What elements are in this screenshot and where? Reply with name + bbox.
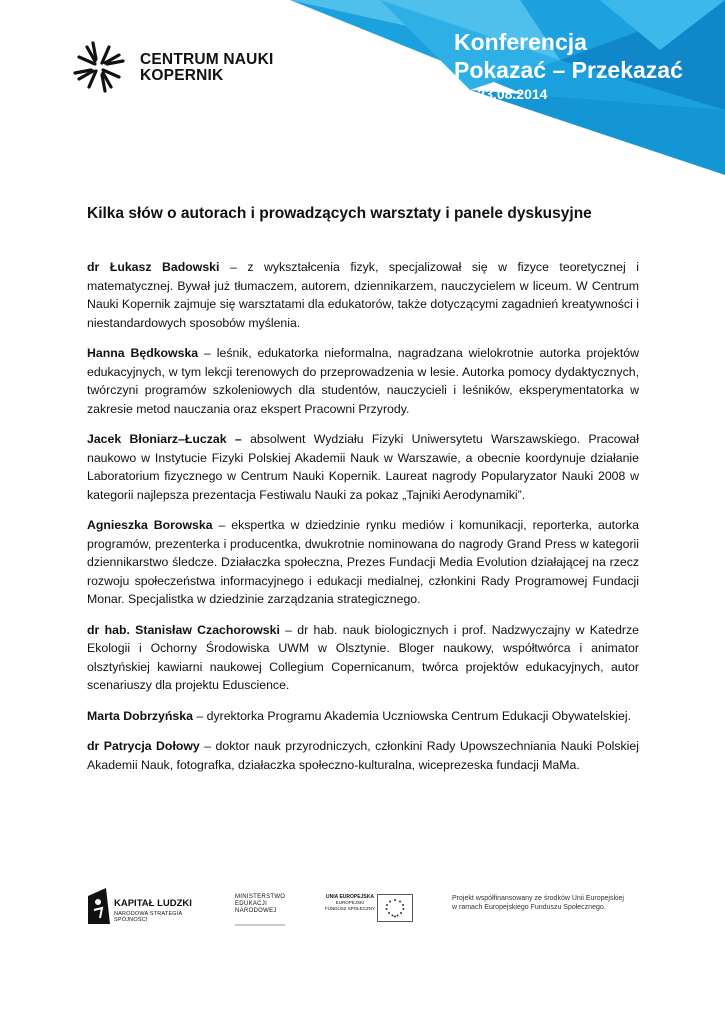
ministry-line2: EDUKACJI [235,901,268,907]
bio-paragraph [87,707,639,726]
logo-line2: KOPERNIK [140,67,224,84]
bio-text: – dr hab. nauk biologicznych i prof. Nadzwyczajny w Katedrze Ekologii i Ochorny Środowiska UWM w Olsztynie. Bloger naukowy, współtwórca i animator olsztyńskiej kawiarni naukowej Collegium Copernicanum, twórca projektów edukacyjnych, autor scenariuszy dla projektu Eduscience. [87,622,639,692]
conference-title: Konferencja [454,29,587,55]
document-heading: Kilka słów o autorach i prowadzących warsztaty i panele dyskusyjne [87,205,592,222]
conference-date: 22–23.08.2014 [454,86,548,102]
cnk-logo-text [140,52,273,84]
eu-line1: UNIA EUROPEJSKA [326,894,374,900]
ministry-line3: NARODOWEJ [235,908,277,914]
kapital-ludzki-title: KAPITAŁ LUDZKI [114,898,192,909]
bio-name: dr hab. Stanisław Czachorowski [87,622,280,637]
bio-name: Hanna Będkowska [87,346,199,360]
cnk-logo [68,36,288,100]
footer-logos [0,884,725,934]
banner-text [454,28,683,104]
bio-name: Agnieszka Borowska [87,518,213,532]
eu-line2: EUROPEJSKI [335,900,365,905]
bio-text: – leśnik, edukatorka nieformalna, nagradzana wielokrotnie autorka projektów edukacyjnych, w tym lekcji terenowych do przeprowadzenia w lesie. Autorka pomocy dydaktycznych, twórczyni programów szkoleniowych dla studentów, nauczycieli i leśników, eksperymentatorka w zakresie metod nauczania oraz ekspert Pracowni Przyrody. [87,346,639,416]
eu-text [325,894,375,912]
bio-name: Jacek Błoniarz–Łuczak – [87,432,242,446]
bio-text: – ekspertka w dziedzinie rynku mediów i komunikacji, reporterka, autorka programów, prezenterka i producentka, dwukrotnie nominowana do nagrody Grand Press w kategorii dziennikarstwo śledcze. Działaczka społeczna, Prezes Fundacji Media Evolution działającej na rzecz rozwoju społeczeństwa informacyjnego i edukacji medialnej, członkini Rady Programowej Fundacji Monar. Specjalistka w dziedzinie zarządzania strategicznego. [87,518,639,606]
bio-paragraph [87,430,639,504]
eu-logo [325,894,415,924]
document-body [87,204,639,786]
eu-line3: FUNDUSZ SPOŁECZNY [325,906,376,911]
bio-paragraph [87,737,639,774]
ministry-underline-icon [235,922,285,928]
kapital-ludzki-subtitle: NARODOWA STRATEGIA SPÓJNOŚCI [114,911,183,923]
bio-paragraph [87,516,639,609]
ministry-logo [235,894,315,933]
logo-line1: CENTRUM NAUKI [140,51,274,68]
eu-flag-icon [377,894,413,922]
eu-stars-icon [378,895,412,921]
bio-name: dr Patrycja Dołowy [87,739,200,753]
cnk-star-icon [68,36,130,98]
kapital-ludzki-icon [88,888,110,924]
bio-name: Marta Dobrzyńska [87,708,193,723]
bio-name: dr Łukasz Badowski [87,260,220,274]
cofinance-line2: w ramach Europejskiego Funduszu Społecznego. [452,904,606,911]
bio-paragraph [87,344,639,418]
bio-paragraph [87,621,639,695]
bio-text: – doktor nauk przyrodniczych, członkini Rady Upowszechniania Nauki Polskiej Akademii Nauk, fotografka, działaczka społeczno-kulturalna, wiceprezeska fundacji MaMa. [87,739,639,772]
bio-text: – dyrektorka Programu Akademia Uczniowska Centrum Edukacji Obywatelskiej. [192,708,632,723]
bio-paragraph [87,258,639,332]
bio-text: – z wykształcenia fizyk, specjalizował się w fizyce teoretycznej i matematycznej. Bywał już tłumaczem, autorem, dziennikarzem, nauczycielem w liceum. W Centrum Nauki Kopernik zajmuje się warsztatami dla edukatorów, także dotyczącymi zagadnień kreatywności i niestandardowych sposobów myślenia. [87,260,639,330]
bio-text: absolwent Wydziału Fizyki Uniwersytetu Warszawskiego. Pracował naukowo w Instytucie Fizyki Polskiej Akademii Nauk w Warszawie, a obecnie koordynuje działanie Laboratorium fizycznego w Centrum Nauki Kopernik. Laureat nagrody Popularyzator Nauki 2008 w kategorii najlepsza prezentacja Festiwalu Nauki za pokaz „Tajniki Aerodynamiki”. [87,432,639,502]
conference-subtitle: Pokazać – Przekazać [454,57,683,83]
kapital-ludzki-logo [88,886,208,926]
cofinance-line1: Projekt współfinansowany ze środków Unii Europejskiej [452,895,624,902]
cofinance-note [452,894,652,912]
ministry-line1: MINISTERSTWO [235,894,286,900]
